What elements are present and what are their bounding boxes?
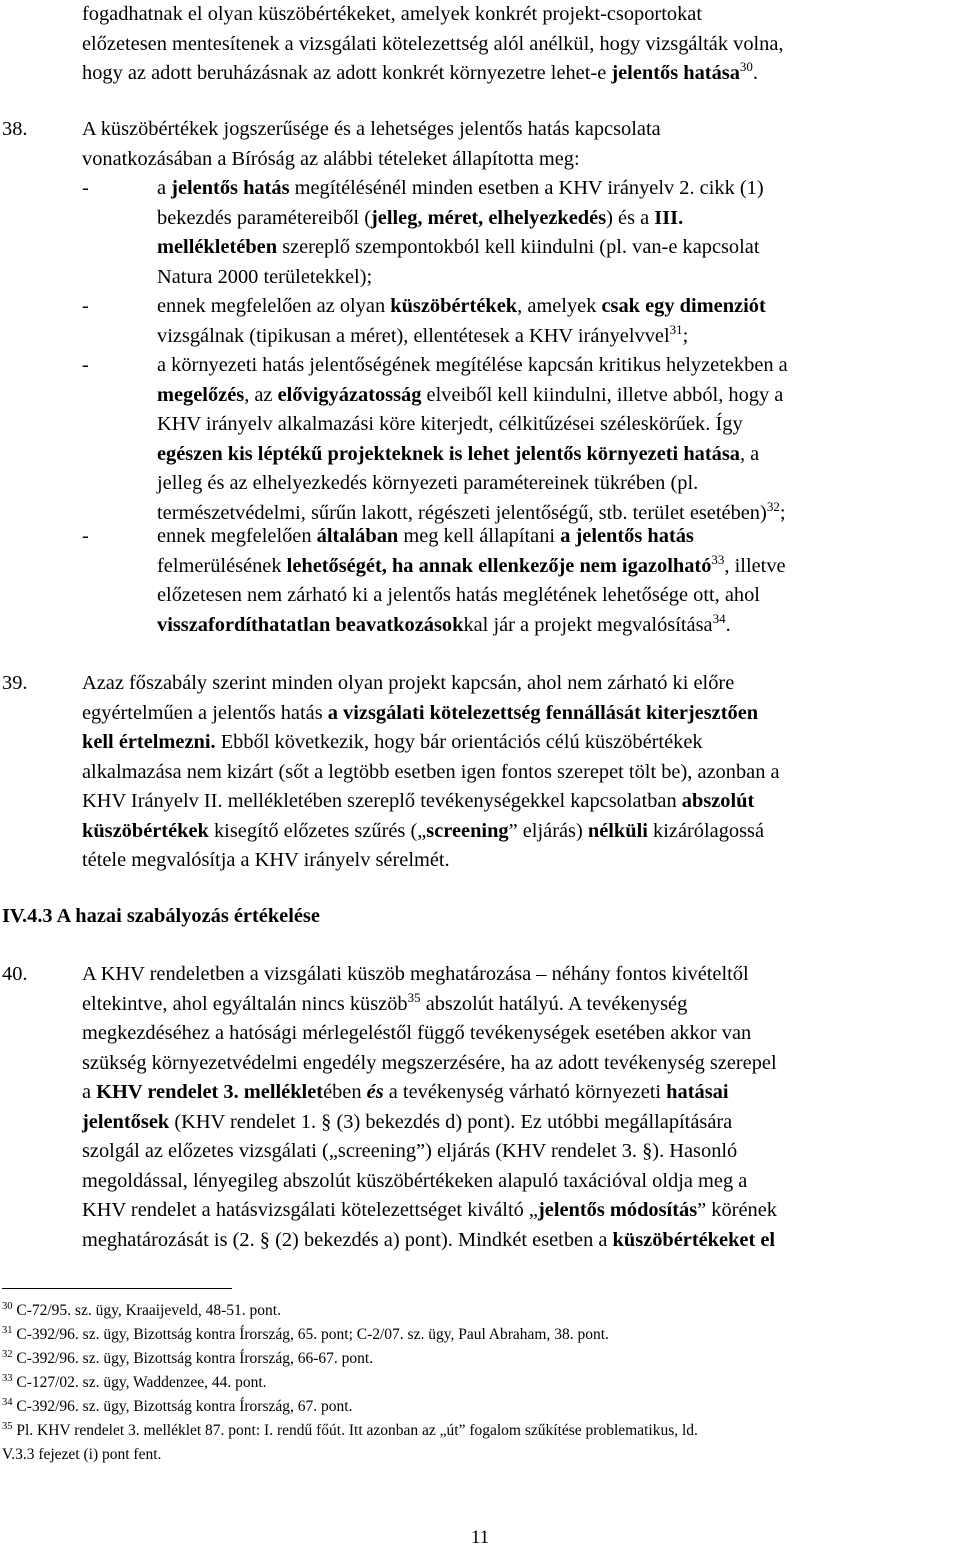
text-line: meghatározását is (2. § (2) bekezdés a) pont). Mindkét esetben a küszöbértékeket el xyxy=(82,1228,776,1251)
text-line: eltekintve, ahol egyáltalán nincs küszöb$^{35}$ abszolút hatályú. A tevékenység xyxy=(82,989,688,1015)
list-item-line: természetvédelmi, sűrűn lakott, régészeti jelentőségű, stb. terület esetében)$^{32}$; xyxy=(157,498,786,524)
list-item-line: visszafordíthatatlan beavatkozásokkal jár a projekt megvalósítása$^{34}$. xyxy=(157,610,731,636)
text-line: a KHV rendelet 3. mellékletében és a tevékenység várható környezeti hatásai xyxy=(82,1081,729,1103)
list-item-line: bekezdés paramétereiből (jelleg, méret, elhelyezkedés) és a III. xyxy=(157,206,684,229)
footnote-separator xyxy=(2,1288,232,1289)
list-item-line: mellékletében szereplő szempontokból kell kiindulni (pl. van-e kapcsolat xyxy=(157,236,760,258)
list-item-line: előzetesen nem zárható ki a jelentős hatás meglétének lehetősége ott, ahol xyxy=(157,584,760,606)
page-number: 11 xyxy=(470,1527,490,1548)
section-heading: IV.4.3 A hazai szabályozás értékelése xyxy=(2,905,320,927)
text-line: szolgál az előzetes vizsgálati („screening”) eljárás (KHV rendelet 3. §). Hasonló xyxy=(82,1140,738,1162)
footnote: $^{31}$ C-392/96. sz. ügy, Bizottság kontra Írország, 65. pont; C-2/07. sz. ügy, Paul Abraham, 38. pont. xyxy=(2,1324,609,1343)
text-line: egyértelműen a jelentős hatás a vizsgálati kötelezettség fennállását kiterjesztően xyxy=(82,701,759,724)
text-line: kell értelmezni. Ebből következik, hogy bár orientációs célú küszöbértékek xyxy=(82,731,703,753)
footnote: $^{32}$ C-392/96. sz. ügy, Bizottság kontra Írország, 66-67. pont. xyxy=(2,1348,374,1367)
footnote-ref: 32 xyxy=(766,498,780,514)
text-line: tétele megvalósítja a KHV irányelv sérelmét. xyxy=(82,849,450,871)
footnote: $^{33}$ C-127/02. sz. ügy, Waddenzee, 44. pont. xyxy=(2,1372,267,1391)
text-line: fogadhatnak el olyan küszöbértékeket, amelyek konkrét projekt-csoportokat xyxy=(82,3,702,25)
footnote: $^{35}$ Pl. KHV rendelet 3. melléklet 87. pont: I. rendű főút. Itt azonban az „út” fogalom szűkítése problematikus, ld. xyxy=(2,1420,698,1439)
list-item-line: ennek megfelelően az olyan küszöbértékek, amelyek csak egy dimenziót xyxy=(157,295,766,317)
text-line: szükség környezetvédelmi engedély megszerzésére, ha az adott tevékenység szerepel xyxy=(82,1051,777,1074)
footnote: $^{30}$ C-72/95. sz. ügy, Kraaijeveld, 48-51. pont. xyxy=(2,1300,281,1319)
text-line: Azaz főszabály szerint minden olyan projekt kapcsán, ahol nem zárható ki előre xyxy=(82,672,735,694)
list-item-line: a jelentős hatás megítélésénél minden esetben a KHV irányelv 2. cikk (1) xyxy=(157,177,764,199)
footnote-ref: 33 xyxy=(711,551,725,567)
text-line: KHV Irányelv II. mellékletében szereplő tevékenységekkel kapcsolatban abszolút xyxy=(82,790,755,812)
text-line: küszöbértékek kisegítő előzetes szűrés („screening” eljárás) nélküli kizárólagossá xyxy=(82,819,765,842)
footnote-ref: 35 xyxy=(407,989,421,1005)
text-line: megoldással, lényegileg abszolút küszöbértékeken alapuló taxációval oldja meg a xyxy=(82,1169,748,1192)
list-dash: - xyxy=(82,177,89,199)
text-line: vonatkozásában a Bíróság az alábbi tételeket állapította meg: xyxy=(82,147,580,170)
text-line: alkalmazása nem kizárt (sőt a legtöbb esetben igen fontos szerepet tölt be), azonban a xyxy=(82,760,780,783)
text-line: A KHV rendeletben a vizsgálati küszöb meghatározása – néhány fontos kivételtől xyxy=(82,963,749,985)
paragraph-number: 38. xyxy=(2,118,28,140)
list-item-line: a környezeti hatás jelentőségének megítélése kapcsán kritikus helyzetekben a xyxy=(157,354,788,376)
paragraph-number: 39. xyxy=(2,672,28,694)
footnote-ref: 31 xyxy=(669,321,683,337)
text-line: előzetesen mentesítenek a vizsgálati kötelezettség alól anélkül, hogy vizsgálták volna, xyxy=(82,32,784,55)
footnote-ref: 30 xyxy=(739,59,753,75)
footnote-ref: 34 xyxy=(712,610,726,626)
text-line: jelentősek (KHV rendelet 1. § (3) bekezdés d) pont). Ez utóbbi megállapítására xyxy=(82,1110,733,1133)
footnote: $^{34}$ C-392/96. sz. ügy, Bizottság kontra Írország, 67. pont. xyxy=(2,1396,353,1415)
list-dash: - xyxy=(82,354,89,376)
list-item-line: ennek megfelelően általában meg kell állapítani a jelentős hatás xyxy=(157,525,694,547)
list-item-line: megelőzés, az elővigyázatosság elveiből kell kiindulni, illetve abból, hogy a xyxy=(157,383,784,406)
paragraph-number: 40. xyxy=(2,963,28,985)
footnote-continuation: V.3.3 fejezet (i) pont fent. xyxy=(2,1446,162,1463)
list-item-line: felmerülésének lehetőségét, ha annak ellenkezője nem igazolható$^{33}$, illetve xyxy=(157,551,786,577)
list-item-line: KHV irányelv alkalmazási köre kiterjedt, célkitűzései széleskörűek. Így xyxy=(157,413,743,435)
list-item-line: Natura 2000 területekkel); xyxy=(157,265,373,288)
list-item-line: egészen kis léptékű projekteknek is lehet jelentős környezeti hatása, a xyxy=(157,442,760,465)
text-line: KHV rendelet a hatásvizsgálati kötelezettséget kiváltó „jelentős módosítás” körének xyxy=(82,1199,777,1221)
list-item-line: jelleg és az elhelyezkedés környezeti paramétereinek tükrében (pl. xyxy=(157,472,699,494)
list-dash: - xyxy=(82,295,89,317)
text-line: megkezdéséhez a hatósági mérlegeléstől függő tevékenységek esetében akkor van xyxy=(82,1022,752,1044)
list-item-line: vizsgálnak (tipikusan a méret), ellentétesek a KHV irányelvvel$^{31}$; xyxy=(157,321,689,347)
text-line: A küszöbértékek jogszerűsége és a lehetséges jelentős hatás kapcsolata xyxy=(82,118,661,140)
list-dash: - xyxy=(82,525,89,547)
text-line: hogy az adott beruházásnak az adott konkrét környezetre lehet-e jelentős hatása$^{30}$. xyxy=(82,59,759,84)
